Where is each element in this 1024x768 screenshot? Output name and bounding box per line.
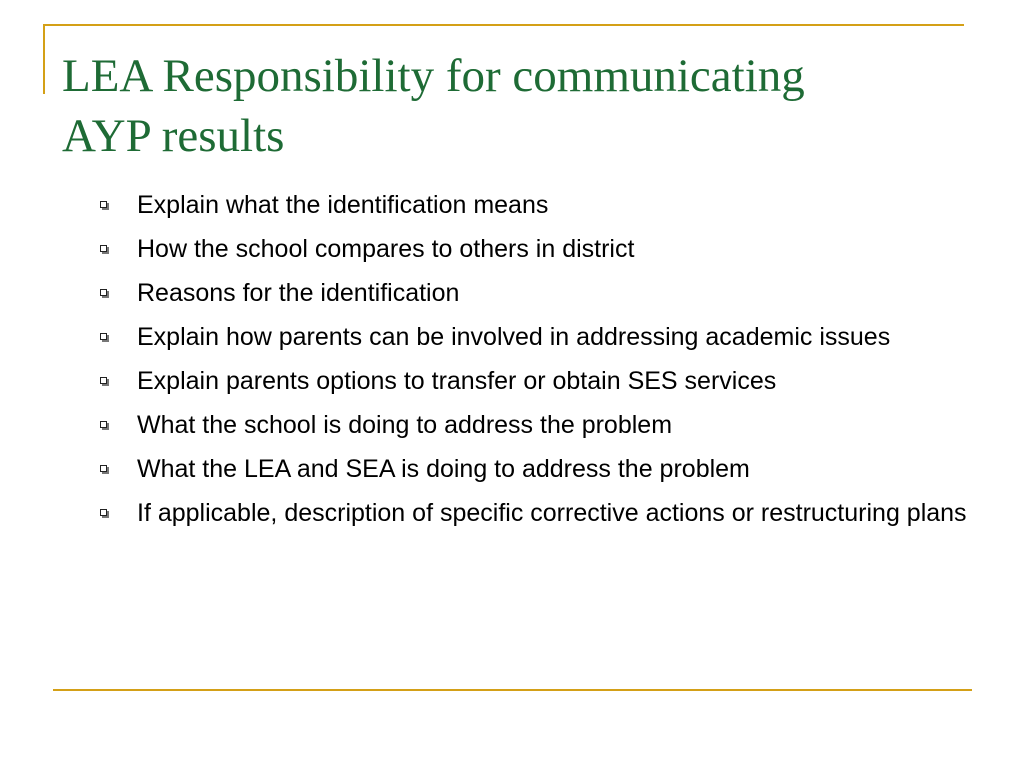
bullet-text: Reasons for the identification (137, 279, 460, 307)
bullet-text: Explain how parents can be involved in addressing academic issues (137, 323, 891, 351)
bullet-item-1 (100, 188, 980, 222)
square-bullet-icon (100, 377, 107, 384)
square-bullet-icon (100, 509, 107, 516)
left-accent-rule (43, 24, 45, 94)
slide-title-line-1: LEA Responsibility for communicating (62, 50, 805, 102)
bullet-text: If applicable, description of specific corrective actions or restructuring plans (137, 499, 967, 527)
bullet-item-7 (100, 452, 980, 486)
bullet-text: Explain what the identification means (137, 191, 549, 219)
bullet-text: Explain parents options to transfer or obtain SES services (137, 367, 777, 395)
bullet-item-8 (100, 496, 980, 530)
bullet-list (100, 188, 980, 540)
top-accent-rule (43, 24, 964, 26)
bottom-accent-rule (53, 689, 972, 691)
slide-title (62, 46, 962, 166)
square-bullet-icon (100, 289, 107, 296)
bullet-text: What the LEA and SEA is doing to address the problem (137, 455, 750, 483)
square-bullet-icon (100, 421, 107, 428)
bullet-item-5 (100, 364, 980, 398)
square-bullet-icon (100, 465, 107, 472)
bullet-text: How the school compares to others in district (137, 235, 635, 263)
square-bullet-icon (100, 333, 107, 340)
bullet-item-4 (100, 320, 980, 354)
square-bullet-icon (100, 201, 107, 208)
bullet-item-2 (100, 232, 980, 266)
bullet-item-6 (100, 408, 980, 442)
slide-title-line-2: AYP results (62, 110, 285, 162)
bullet-item-3 (100, 276, 980, 310)
bullet-text: What the school is doing to address the problem (137, 411, 673, 439)
square-bullet-icon (100, 245, 107, 252)
